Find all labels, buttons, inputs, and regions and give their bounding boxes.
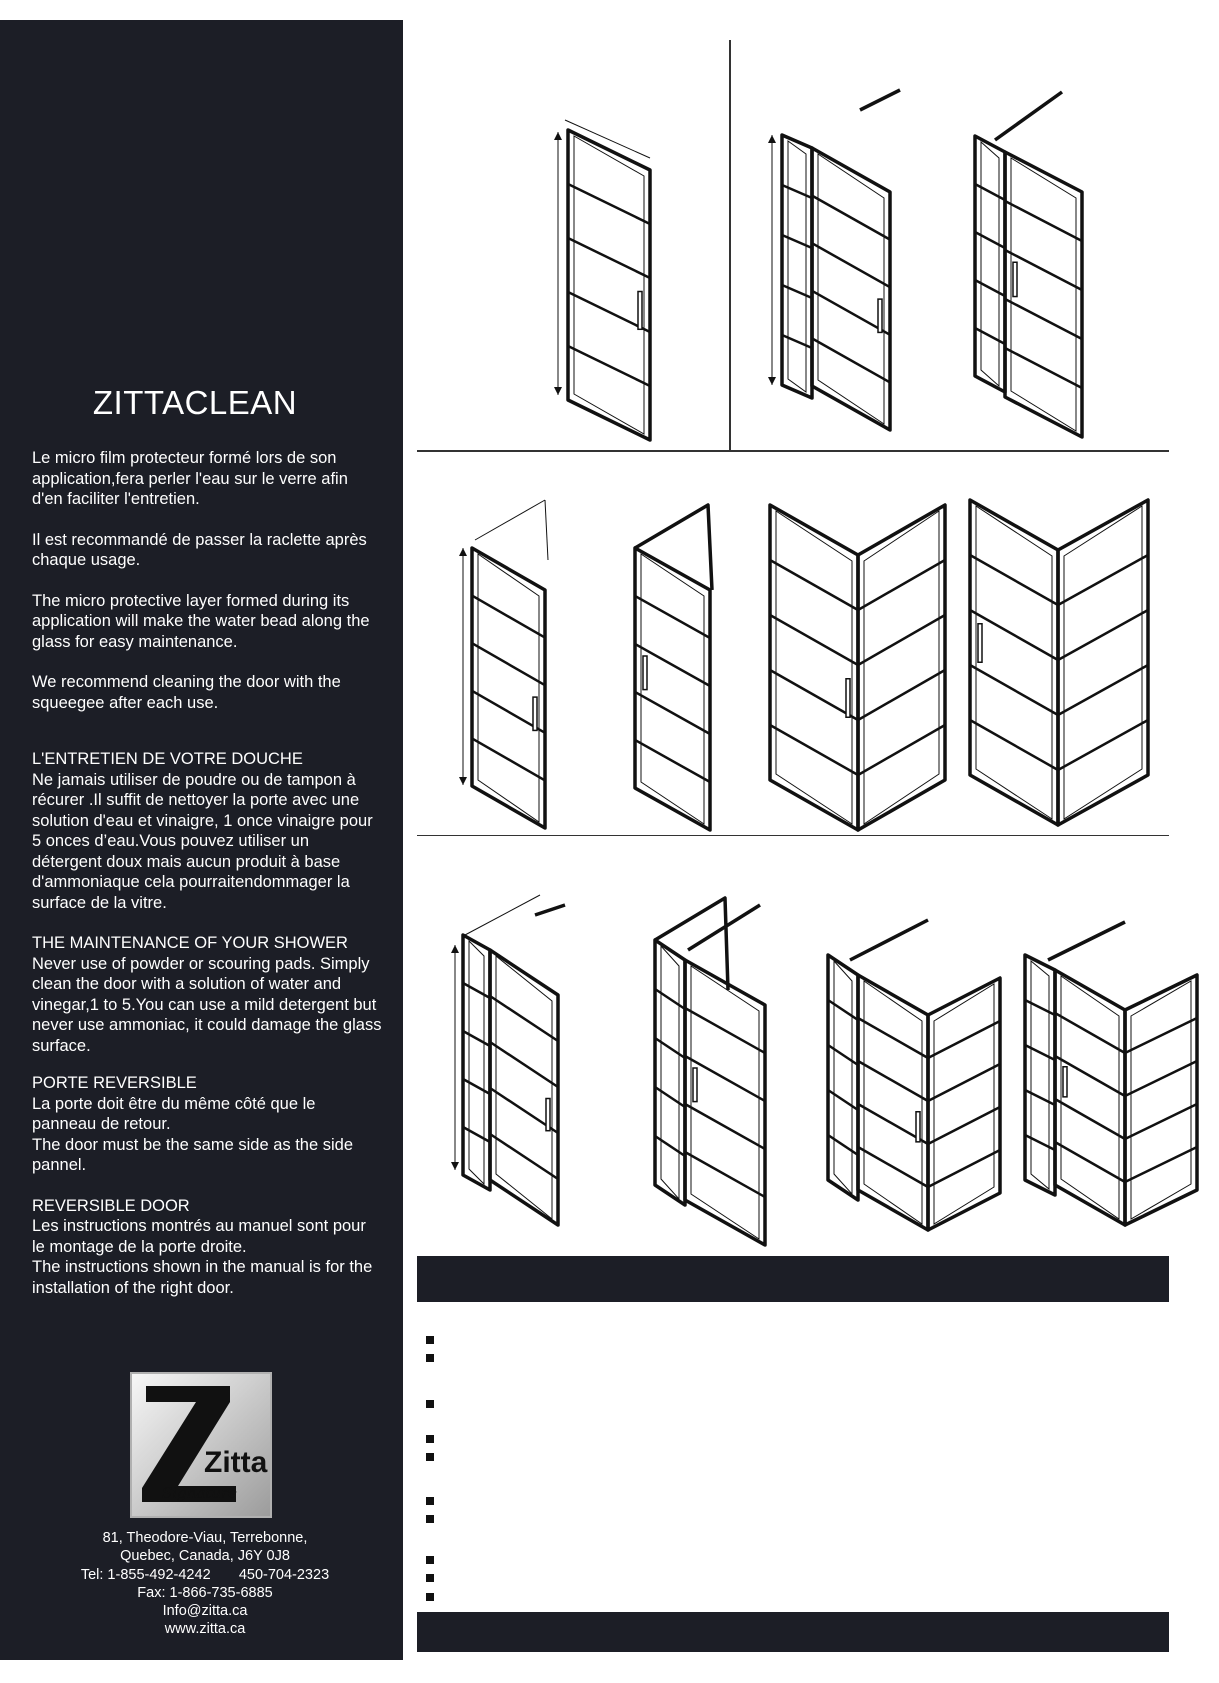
dimension-arrow — [459, 548, 467, 785]
dimension-arrow — [768, 135, 776, 385]
section-porte-reversible-heading: PORTE REVERSIBLE — [32, 1074, 197, 1092]
section-maintenance-body: Never use of powder or scouring pads. Simply clean the door with a solution of water and vinegar,1 to 5.You can use a mild detergent but never use ammoniac, it could damage the glass surface. — [32, 954, 382, 1055]
door-panel — [1005, 152, 1082, 437]
side-panel — [975, 136, 1005, 392]
corner-enclosure-door-left — [770, 505, 945, 830]
section-reversible-door-heading: REVERSIBLE DOOR — [32, 1196, 190, 1215]
door-panel — [685, 960, 765, 1245]
logo-brand-text: Zitta — [204, 1446, 268, 1479]
door-panel — [858, 975, 928, 1230]
section-entretien-heading: L'ENTRETIEN DE VOTRE DOUCHE — [32, 750, 303, 768]
footer-bar — [417, 1612, 1169, 1652]
three-panel-enclosure-b — [1025, 922, 1197, 1225]
support-bar — [1048, 922, 1125, 960]
door-panel — [472, 548, 545, 828]
section-maintenance-heading: THE MAINTENANCE OF YOUR SHOWER — [32, 934, 348, 952]
single-door-corner-with-dimensions — [459, 500, 548, 828]
door-panel — [770, 505, 858, 830]
door-and-side-panel-with-dimensions — [768, 90, 900, 430]
support-bar — [995, 92, 1062, 140]
door-panel — [1055, 970, 1125, 1225]
support-bar — [860, 90, 900, 110]
phone: Tel: 1-855-492-4242 450-704-2323 — [80, 1566, 330, 1583]
support-bar — [535, 905, 565, 915]
side-panel — [463, 935, 490, 1190]
list-bullet — [426, 1497, 434, 1505]
section-header-bar — [417, 1256, 1169, 1302]
door-corner — [635, 505, 712, 830]
door-panel — [568, 130, 650, 440]
return-panel — [928, 978, 1000, 1230]
list-bullet — [426, 1515, 434, 1523]
side-panel — [828, 955, 858, 1200]
section-reversible-door-body: Les instructions montrés au manuel sont pour le montage de la porte droite. The instructions shown in the manual is for the installation of the right door. — [32, 1217, 373, 1297]
door-side-panel-corner — [655, 898, 765, 1245]
return-panel — [1125, 975, 1197, 1225]
support-bar — [850, 920, 928, 960]
door-and-side-panel — [975, 92, 1082, 437]
list-bullet — [426, 1453, 434, 1461]
paragraph-fr-film: Le micro film protecteur formé lors de son application,fera perler l'eau sur le verre afin d'en faciliter l'entretien. — [32, 449, 348, 508]
return-panel — [1058, 500, 1148, 825]
logo-tagline-text: Signature — [162, 1484, 238, 1502]
list-bullet — [426, 1336, 434, 1344]
single-door-with-dimensions — [554, 120, 650, 440]
website-link[interactable]: www.zitta.ca — [164, 1621, 246, 1638]
list-bullet — [426, 1574, 434, 1582]
paragraph-fr-squeegee: Il est recommandé de passer la raclette après chaque usage. — [32, 530, 367, 569]
list-bullet — [426, 1435, 434, 1443]
address-line2: Quebec, Canada, J6Y 0J8 — [120, 1548, 290, 1565]
three-panel-enclosure-a — [828, 920, 1000, 1230]
side-panel — [1025, 955, 1055, 1195]
door-panel — [635, 548, 710, 830]
list-bullet — [426, 1556, 434, 1564]
door-panel — [490, 950, 558, 1225]
side-panel — [655, 940, 685, 1205]
paragraph-en-squeegee: We recommend cleaning the door with the squeegee after each use. — [32, 673, 341, 712]
list-bullet — [426, 1400, 434, 1408]
dimension-arrow — [451, 945, 459, 1170]
list-bullet — [426, 1354, 434, 1362]
dimension-arrow — [554, 132, 562, 395]
email-link[interactable]: Info@zitta.ca — [162, 1603, 248, 1620]
door-panel — [970, 500, 1058, 825]
door-side-panel-corner-with-dimensions — [451, 895, 565, 1225]
paragraph-en-film: The micro protective layer formed during its application will make the water bead along the glass for easy maintenance. — [32, 591, 370, 651]
section-entretien-body: Ne jamais utiliser de poudre ou de tampon à récurer .Il suffit de nettoyer la porte avec une solution d'eau et vinaigre, 1 once vinaigre pour 5 onces d’eau.Vous pouvez utiliser un détergent doux mais aucun produit à base d'ammoniaque cela pourraitendommager la surface de la vitre. — [32, 770, 373, 912]
return-panel — [858, 505, 945, 830]
fax: Fax: 1-866-735-6885 — [137, 1584, 273, 1601]
door-panel — [812, 148, 890, 430]
section-porte-reversible-body: La porte doit être du même côté que le panneau de retour. The door must be the same side as the side pannel. — [32, 1094, 354, 1174]
corner-enclosure-door-right — [970, 500, 1148, 825]
side-panel — [782, 135, 812, 398]
list-bullet — [426, 1593, 434, 1601]
address-line1: 81, Theodore-Viau, Terrebonne, — [102, 1530, 308, 1546]
zittaclean-title: ZITTACLEAN — [92, 384, 298, 421]
